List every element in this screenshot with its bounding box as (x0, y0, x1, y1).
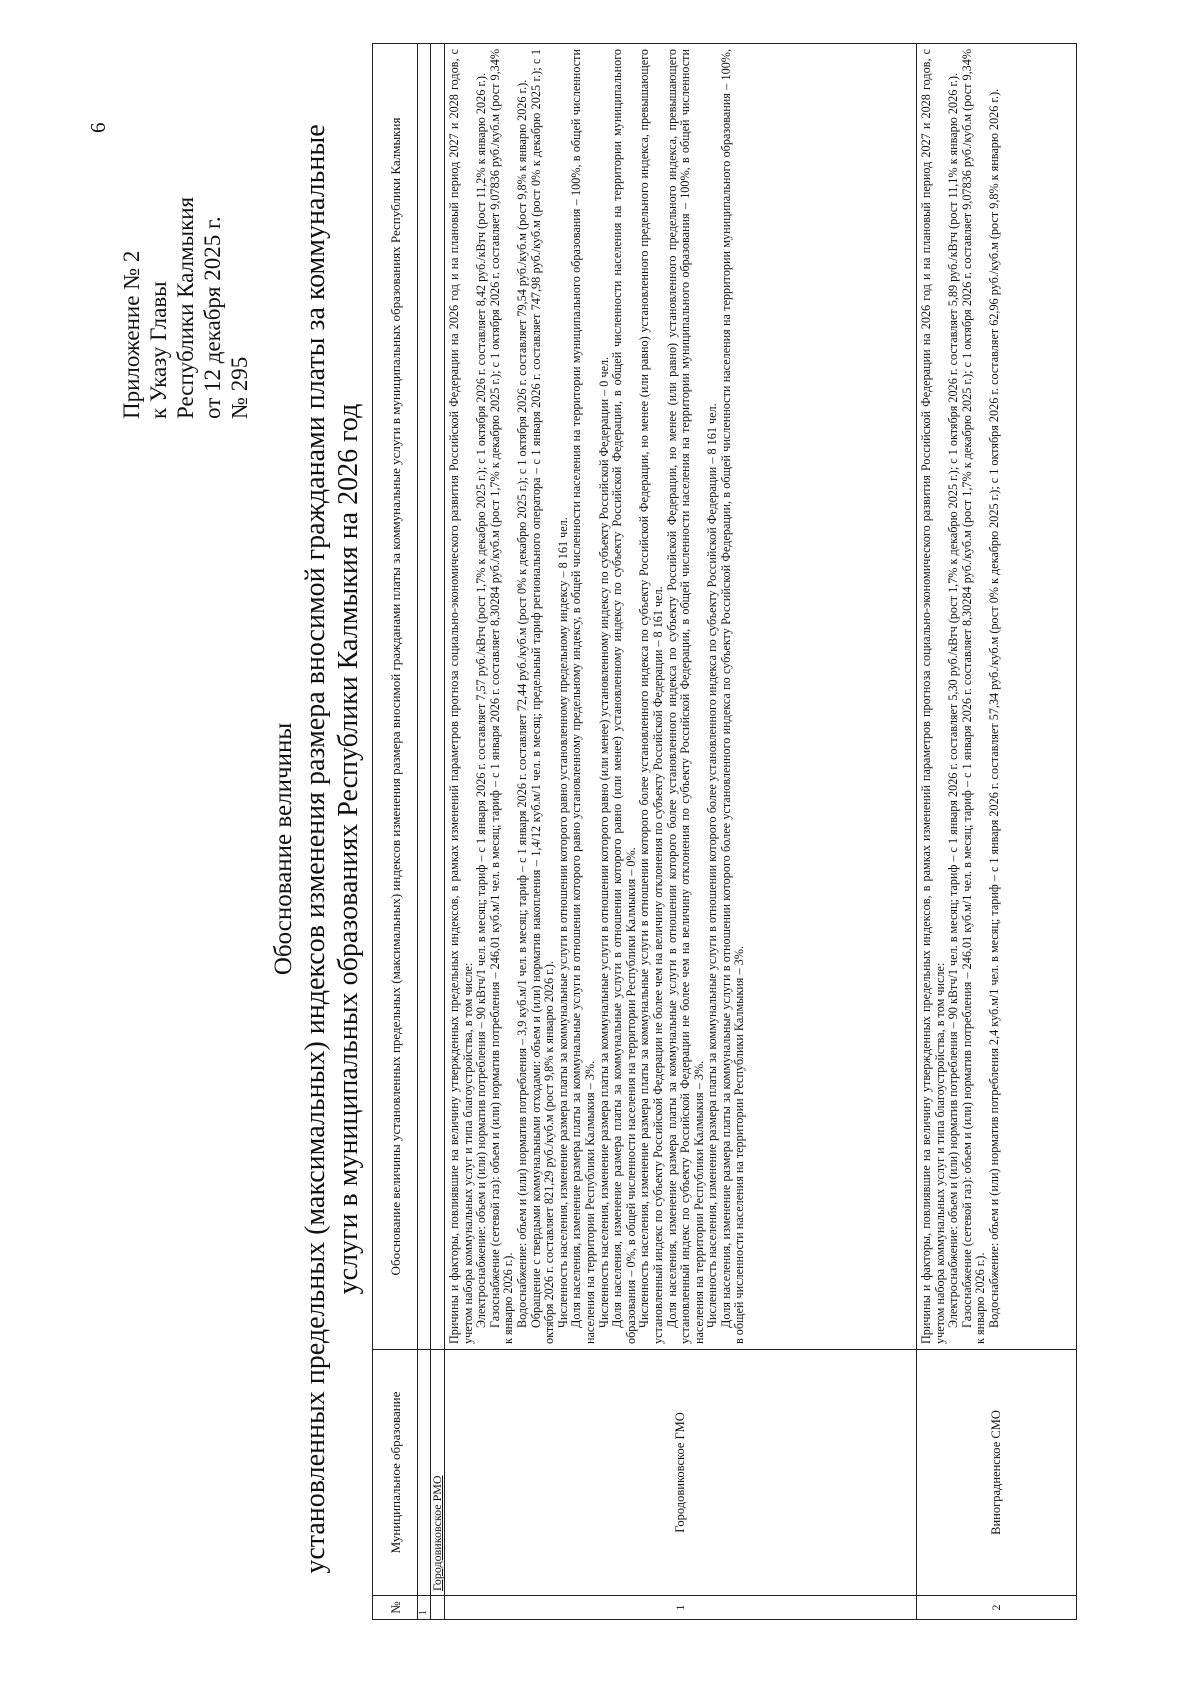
paragraph: Доля населения, изменение размера платы за коммунальные услуги в отношении которого более установленного индекса по субъекту Российской Федерации, в общей численности населения на территории муниципального образования – 100%, в общей численности населения на территории Республики Калмыкия – 3%. (718, 49, 747, 1344)
table-group-row (431, 44, 445, 1620)
paragraph: Численность населения, изменение размера платы за коммунальные услуги в отношении которого равно (или менее) установленному индексу по субъекту Российской Федерации – 0 чел. (596, 356, 611, 1328)
paragraph: Численность населения, изменение размера платы за коммунальные услуги в отношении которого равно установленному предельному индексу – 8 161 чел. (555, 517, 570, 1328)
header-municipality: Муниципальное образование (373, 1350, 418, 1596)
title-line-1: Обоснование величины (270, 722, 297, 976)
group-empty-cell (431, 44, 445, 1350)
paragraph: Причины и факторы, повлиявшие на величину утвержденных предельных индексов, в рамках изменений параметров прогноза социально-экономического развития Российской Федерации на 2026 год и на плановый период 2027 и 2028 годов, с учетом набора коммунальных услуг и типа благоустройства, в том числе: (447, 49, 475, 1344)
paragraph: Доля населения, изменение размера платы за коммунальные услуги в отношении которого более установленного индекса по субъекту Российской Федерации, но менее (или равно) установленного предельного индекса, превышающего установленный индекс по субъекту Российской Федерации не более чем на величину отклонения по субъекту Российской Федерации, в общей численности населения на территории муниципального образования – 100%, в общей численности населения на территории Республики Калмыкия – 3%. (664, 49, 706, 1344)
justification-table (372, 43, 1114, 1620)
table-index-row (418, 44, 431, 1620)
paragraph: Электроснабжение: объем и (или) норматив потребления – 90 кВтч/1 чел. в месяц; тариф – с 1 января 2026 г. составляет 7,57 руб./кВтч (рост 1,7% к декабрю 2025 г.); с 1 октября 2026 г. составляет 8,42 руб./кВтч (рост 11,2% к январю 2026 г.). (474, 72, 489, 1328)
paragraph: Обращение с твердыми коммунальными отходами: объем и (или) норматив накопления – 1,4/12 куб.м/1 чел. в месяц; предельный тариф регионального оператора – с 1 января 2026 г. составляет 747,98 руб./куб.м (рост 0% к декабрю 2025 г.); с 1 октября 2026 г. составляет 821,29 руб./куб.м (рост 9,8% к январю 2026 г.). (528, 49, 557, 1344)
title-line-2: установленных предельных (максимальных) индексов изменения размера вносимой гражданами платы за коммунальные (300, 124, 331, 1574)
appendix-line: Республики Калмыкия (173, 196, 198, 419)
header-number: № (373, 1596, 418, 1620)
appendix-line: № 295 (227, 356, 252, 419)
row-number: 1 (445, 1596, 917, 1620)
index-cell (418, 1350, 431, 1596)
index-cell: 1 (418, 1596, 431, 1620)
paragraph: Доля населения, изменение размера платы за коммунальные услуги в отношении которого равно установленному предельному индексу, в общей численности населения на территории муниципального образования – 100%, в общей численности населения на территории Республики Калмыкия – 3%. (569, 49, 597, 1344)
paragraph: Электроснабжение: объем и (или) норматив потребления – 90 кВтч/1 чел. в месяц; тариф – с 1 января 2026 г. составляет 5,30 руб./кВтч (рост 1,7% к декабрю 2025 г.); с 1 октября 2026 г. составляет 5,89 руб./кВтч (рост 11,1% к январю 2026 г.). (946, 72, 961, 1328)
paragraph: Численность населения, изменение размера платы за коммунальные услуги в отношении которого более установленного индекса по субъекту Российской Федерации – 8 161 чел. (705, 403, 720, 1328)
appendix-line: Приложение № 2 (119, 250, 144, 419)
document-title (268, 89, 365, 1609)
row-justification (917, 44, 1077, 1350)
row-municipality: Виноградненское СМО (917, 1350, 1077, 1596)
index-cell (418, 44, 431, 1350)
table-row (445, 44, 917, 1620)
paragraph: Численность населения, изменение размера платы за коммунальные услуги в отношении которого более установленного индекса по субъекту Российской Федерации, но менее (или равно) установленного предельного индекса, превышающего установленный индекс по субъекту Российской Федерации не более чем на величину отклонения по субъекту Российской Федерации – 8 161 чел. (637, 49, 665, 1344)
appendix-line: от 12 декабря 2025 г. (200, 216, 225, 419)
paragraph: Водоснабжение: объем и (или) норматив потребления 2,4 куб.м/1 чел. в месяц; тариф – с 1 января 2026 г. составляет 57,34 руб./куб.м (рост 0% к декабрю 2025 г.); с 1 октября 2026 г. составляет 62,96 руб./куб.м (рост 9,8% к январю 2026 г.). (986, 88, 1001, 1328)
paragraph: Газоснабжение (сетевой газ): объем и (или) норматив потребления – 246,01 куб.м/1 чел. в месяц; тариф – с 1 января 2026 г. составляет 8,30284 руб./куб.м (рост 1,7% к декабрю 2025 г.); с 1 октября 2026 г. составляет 9,07836 руб./куб.м (рост 9,34% к январю 2026 г.). (959, 49, 988, 1344)
group-empty-cell (431, 1596, 445, 1620)
paragraph: Газоснабжение (сетевой газ): объем и (или) норматив потребления – 246,01 куб.м/1 чел. в месяц; тариф – с 1 января 2026 г. составляет 8,30284 руб./куб.м (рост 1,7% к декабрю 2025 г.); с 1 октября 2026 г. составляет 9,07836 руб./куб.м (рост 9,34% к январю 2026 г.). (487, 49, 516, 1344)
title-line-3: услуги в муниципальных образованиях Республики Калмыкия на 2026 год (333, 403, 364, 1295)
row-municipality: Городовиковское ГМО (445, 1350, 917, 1596)
appendix-block (118, 197, 253, 419)
paragraph: Доля населения, изменение размера платы за коммунальные услуги в отношении которого равно (или менее) установленному индексу по субъекту Российской Федерации, в общей численности населения на территории муниципального образования – 0%, в общей численности населения на территории Республики Калмыкия – 0%. (610, 49, 638, 1344)
row-number: 2 (917, 1596, 1077, 1620)
row-justification (445, 44, 917, 1350)
appendix-line: к Указу Главы (146, 281, 171, 419)
paragraph: Водоснабжение: объем и (или) норматив потребления – 3,9 куб.м/1 чел. в месяц; тариф – с 1 января 2026 г. составляет 72,44 руб./куб.м (рост 0% к декабрю 2025 г.); с 1 октября 2026 г. составляет 79,54 руб./куб.м (рост 9,8% к январю 2026 г.). (514, 79, 529, 1328)
header-justification: Обоснование величины установленных предельных (максимальных) индексов изменения размера вносимой гражданами платы за коммунальные услуги в муниципальных образованиях Республики Калмыкия (373, 44, 418, 1350)
paragraph: Причины и факторы, повлиявшие на величину утвержденных предельных индексов, в рамках изменений параметров прогноза социально-экономического развития Российской Федерации на 2026 год и на плановый период 2027 и 2028 годов, с учетом набора коммунальных услуг и типа благоустройства, в том числе: (919, 49, 947, 1344)
table-header-row (373, 44, 418, 1620)
table-row (917, 44, 1077, 1620)
group-label: Городовиковское РМО (431, 1350, 445, 1596)
page-number: 6 (86, 122, 110, 133)
